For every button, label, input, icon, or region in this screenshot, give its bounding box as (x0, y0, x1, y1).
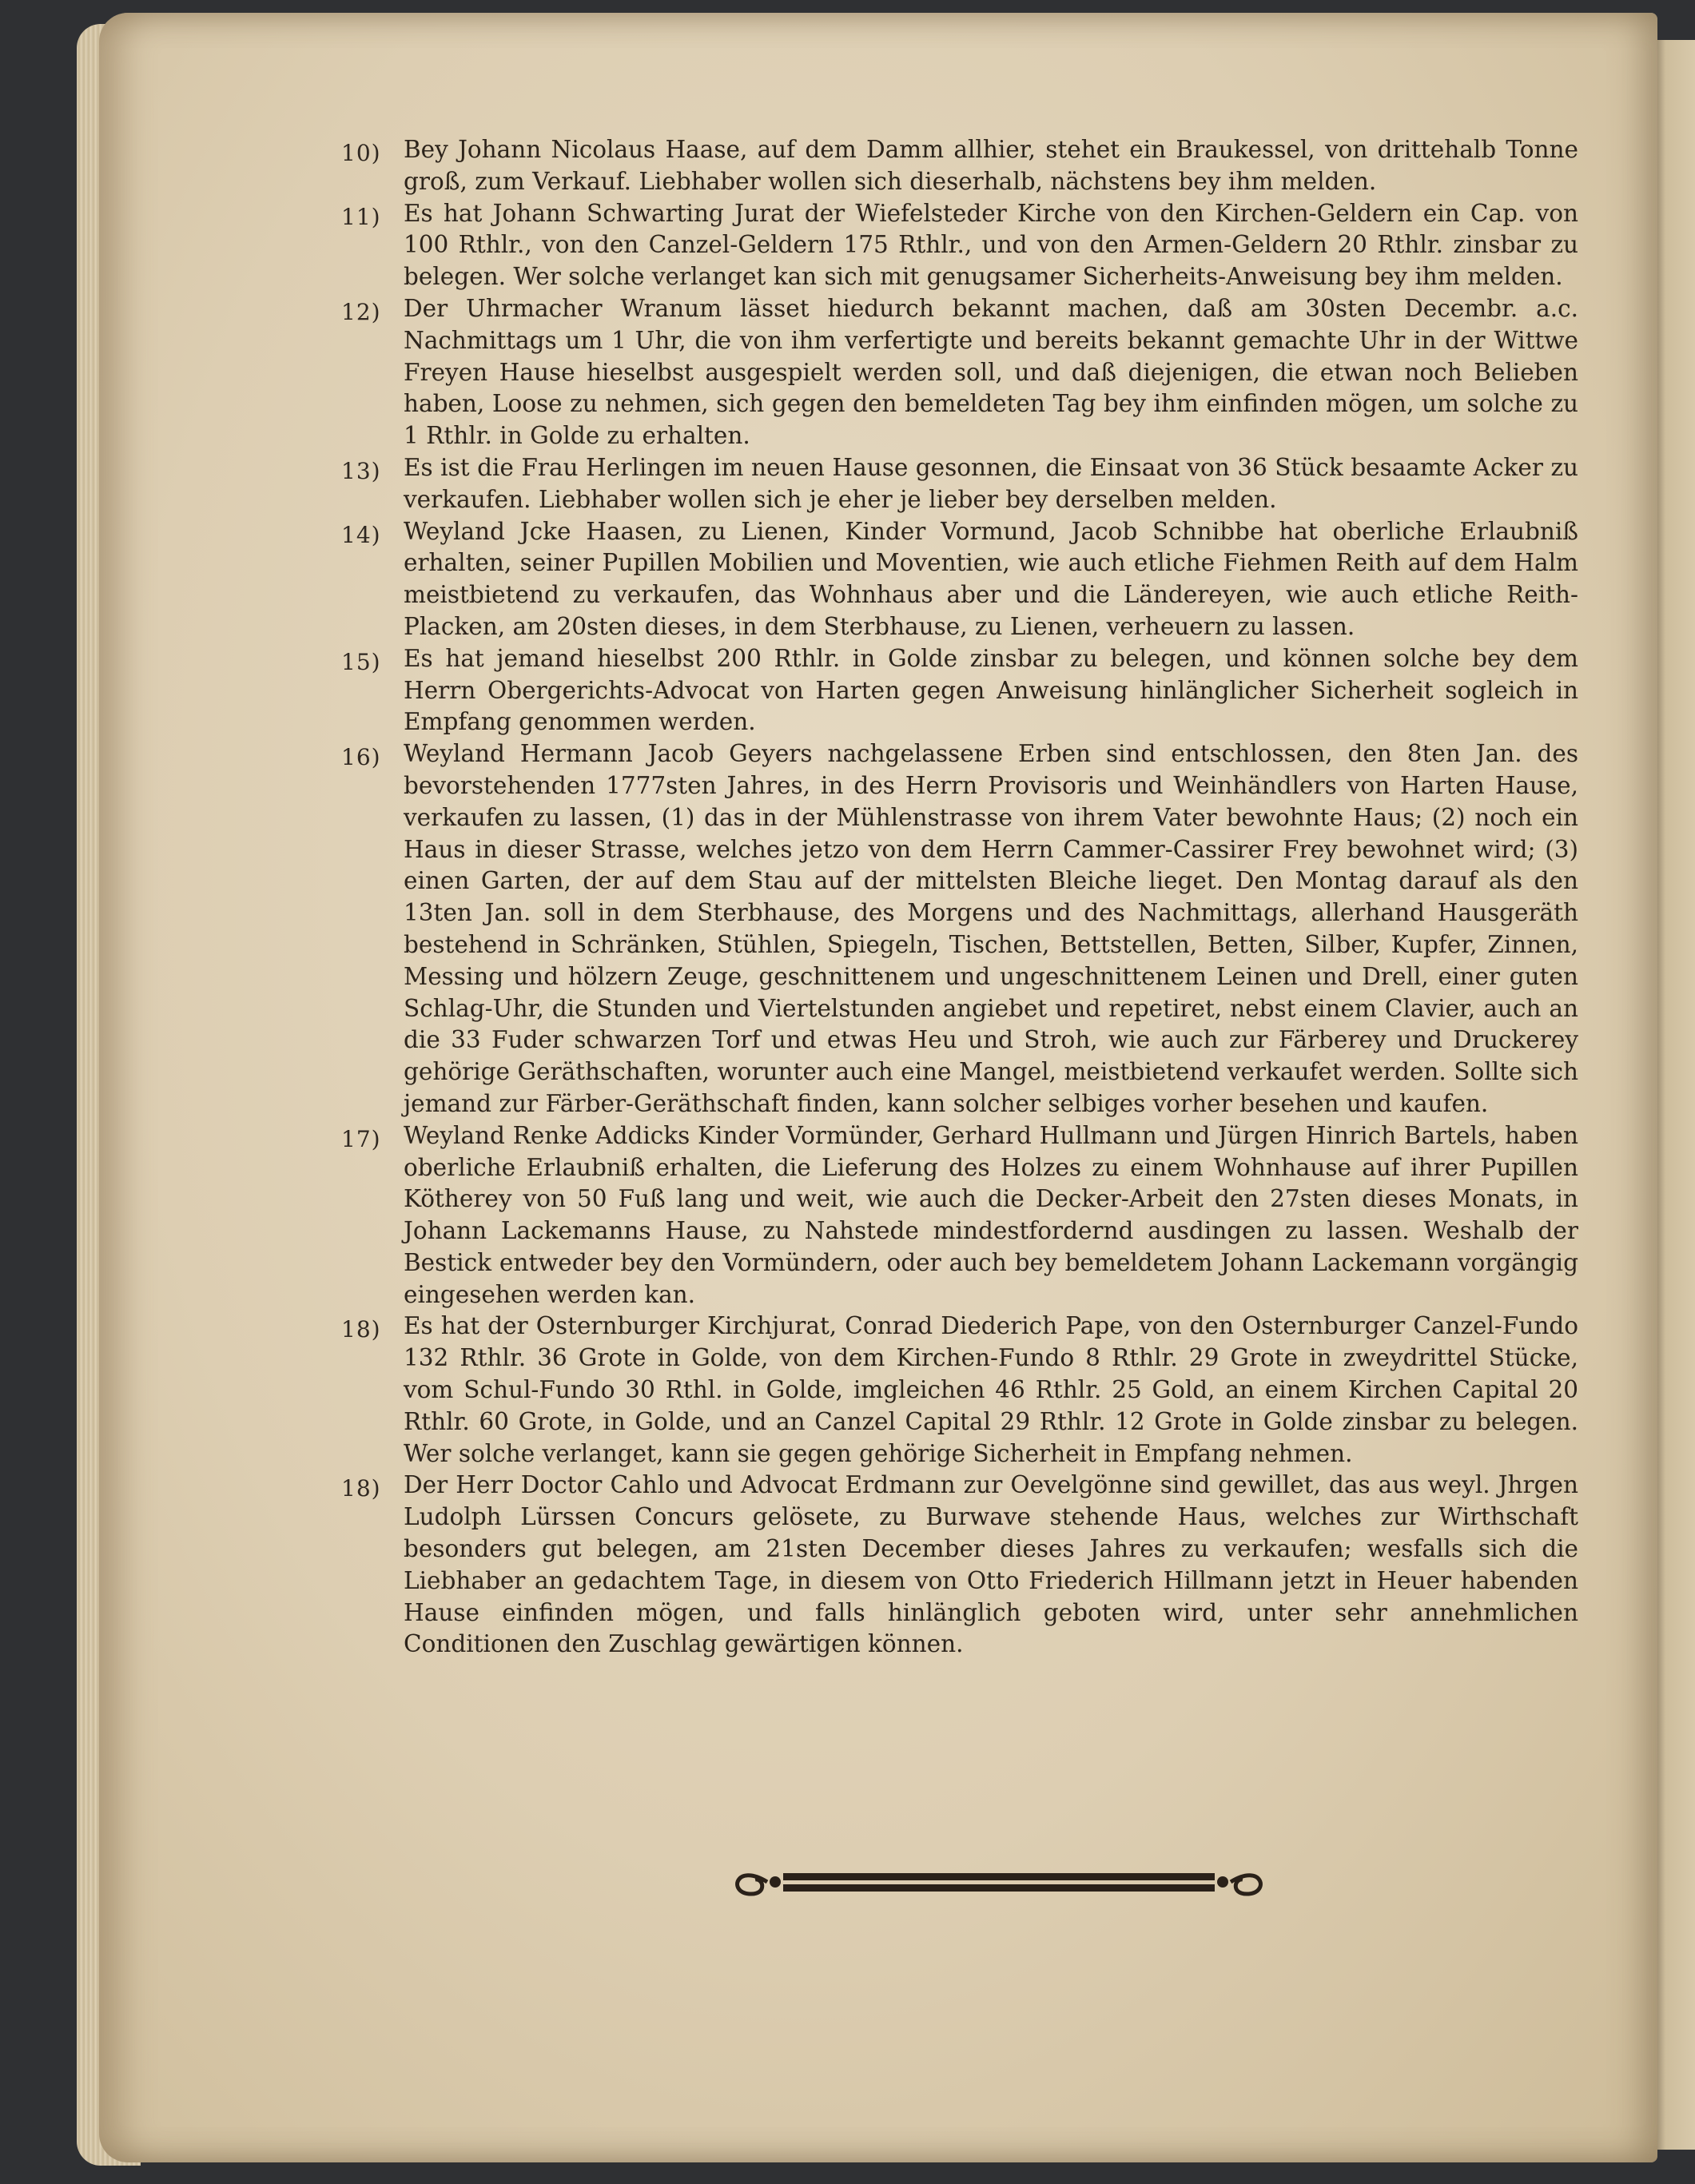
page-text (341, 134, 1578, 1661)
entry-number: 18) (341, 1475, 381, 1502)
entry-number: 18) (341, 1316, 381, 1343)
entry-17 (341, 1120, 1578, 1311)
entry-number: 16) (341, 744, 381, 771)
entry-16 (341, 738, 1578, 1120)
entry-text: Es ist die Frau Herlingen im neuen Hause gesonnen, die Einsaat von 36 Stück besaamte Acker zu verkaufen. Liebhaber wollen sich je eher je lieber bey derselben melden. (404, 453, 1578, 513)
entry-text: Weyland Renke Addicks Kinder Vormünder, Gerhard Hullmann und Jürgen Hinrich Bartels, haben oberliche Erlaubniß erhalten, die Lieferung des Holzes zu einem Wohnhause auf ihrer Pupillen Kötherey von 50 Fuß lang und weit, wie auch die Decker-Arbeit den 27sten dieses Monats, in Johann Lackemanns Hause, zu Nahstede mindestfordernd ausdingen zu lassen. Weshalb der Bestick entweder bey den Vormündern, oder auch bey bemeldetem Johann Lackemann vorgängig eingesehen werden kan. (404, 1121, 1578, 1308)
entry-18a (341, 1311, 1578, 1470)
entry-number: 13) (341, 457, 381, 484)
entry-13 (341, 452, 1578, 516)
entry-text: Der Herr Doctor Cahlo und Advocat Erdmann zur Oevelgönne sind gewillet, das aus weyl. Jhrgen Ludolph Lürssen Concurs gelösete, zu Burwave stehende Haus, welches zur Wirthschaft besonders gut belegen, am 21sten December dieses Jahres zu verkaufen; wesfalls sich die Liebhaber an gedachtem Tage, in diesem von Otto Friederich Hillmann jetzt in Heuer habenden Hause einfinden mögen, und falls hinlänglich geboten wird, unter sehr annehmlichen Conditionen den Zuschlag gewärtigen können. (404, 1471, 1578, 1658)
facing-page-edge (1653, 40, 1695, 2150)
entry-text: Es hat jemand hieselbst 200 Rthlr. in Golde zinsbar zu belegen, und können solche bey dem Herrn Obergerichts-Advocat von Harten gegen Anweisung hinlänglicher Sicherheit sogleich in Empfang genommen werden. (404, 644, 1578, 736)
entry-text: Es hat Johann Schwarting Jurat der Wiefelsteder Kirche von den Kirchen-Geldern ein Cap. von 100 Rthlr., von den Canzel-Geldern 175 Rthlr., und von den Armen-Geldern 20 Rthlr. zinsbar zu belegen. Wer solche verlanget kan sich mit genugsamer Sicherheits-Anweisung bey ihm melden. (404, 199, 1578, 291)
entry-text: Der Uhrmacher Wranum lässet hiedurch bekannt machen, daß am 30sten Decembr. a.c. Nachmittags um 1 Uhr, die von ihm verfertigte und bereits bekannt gemachte Uhr in der Wittwe Freyen Hause hieselbst ausgespielt werden soll, und daß diejenigen, die etwan noch Belieben haben, Loose zu nehmen, sich gegen den bemeldeten Tag bey ihm einfinden mögen, um solche zu 1 Rthlr. in Golde zu erhalten. (404, 294, 1578, 450)
entry-text: Weyland Jcke Haasen, zu Lienen, Kinder Vormund, Jacob Schnibbe hat oberliche Erlaubniß erhalten, seiner Pupillen Mobilien und Moventien, wie auch etliche Fiehmen Reith auf dem Halm meistbietend zu verkaufen, das Wohnhaus aber und die Ländereyen, wie auch etliche Reith-Placken, am 20sten dieses, in dem Sterbhause, zu Lienen, verheuern zu lassen. (404, 517, 1578, 640)
entry-number: 11) (341, 203, 381, 230)
entry-text: Es hat der Osternburger Kirchjurat, Conrad Diederich Pape, von den Osternburger Canzel-Fundo 132 Rthlr. 36 Grote in Golde, von dem Kirchen-Fundo 8 Rthlr. 29 Grote in zweydrittel Stücke, vom Schul-Fundo 30 Rthl. in Golde, imgleichen 46 Rthlr. 25 Gold, an einem Kirchen Capital 20 Rthlr. 60 Grote, in Golde, und an Canzel Capital 29 Rthlr. 12 Grote in Golde zinsbar zu belegen. Wer solche verlanget, kann sie gegen gehörige Sicherheit in Empfang nehmen. (404, 1312, 1578, 1467)
entry-number: 12) (341, 298, 381, 325)
entry-text: Bey Johann Nicolaus Haase, auf dem Damm allhier, stehet ein Braukessel, von drittehalb Tonne groß, zum Verkauf. Liebhaber wollen sich dieserhalb, nächstens bey ihm melden. (404, 136, 1578, 195)
entry-number: 14) (341, 521, 381, 548)
ornamental-rule (719, 1854, 1279, 1910)
entry-12 (341, 293, 1578, 452)
entry-18b (341, 1470, 1578, 1661)
entry-11 (341, 198, 1578, 293)
entry-number: 17) (341, 1125, 381, 1152)
entry-10 (341, 134, 1578, 198)
entry-number: 10) (341, 140, 381, 166)
entry-14 (341, 516, 1578, 643)
entry-number: 15) (341, 648, 381, 675)
entry-15 (341, 643, 1578, 738)
entry-text: Weyland Hermann Jacob Geyers nachgelassene Erben sind entschlossen, den 8ten Jan. des bevorstehenden 1777sten Jahres, in des Herrn Provisoris und Weinhändlers von Harten Hause, verkaufen zu lassen, (1) das in der Mühlenstrasse von ihrem Vater bewohnte Haus; (2) noch ein Haus in dieser Strasse, welches jetzo von dem Herrn Cammer-Cassirer Frey bewohnet wird; (3) einen Garten, der auf dem Stau auf der mittelsten Bleiche lieget. Den Montag darauf als den 13ten Jan. soll in dem Sterbhause, des Morgens und des Nachmittags, allerhand Hausgeräth bestehend in Schränken, Stühlen, Spiegeln, Tischen, Bettstellen, Betten, Silber, Kupfer, Zinnen, Messing und hölzern Zeuge, geschnittenem und ungeschnittenem Leinen und Drell, einer guten Schlag-Uhr, die Stunden und Viertelstunden angiebet und repetiret, nebst einem Clavier, auch an die 33 Fuder schwarzen Torf und etwas Heu und Stroh, wie auch zur Färberey und Druckerey gehörige Geräthschaften, worunter auch eine Mangel, meistbietend verkaufet werden. Sollte sich jemand zur Färber-Geräthschaft finden, kann solcher selbiges vorher besehen und kaufen. (404, 740, 1578, 1117)
